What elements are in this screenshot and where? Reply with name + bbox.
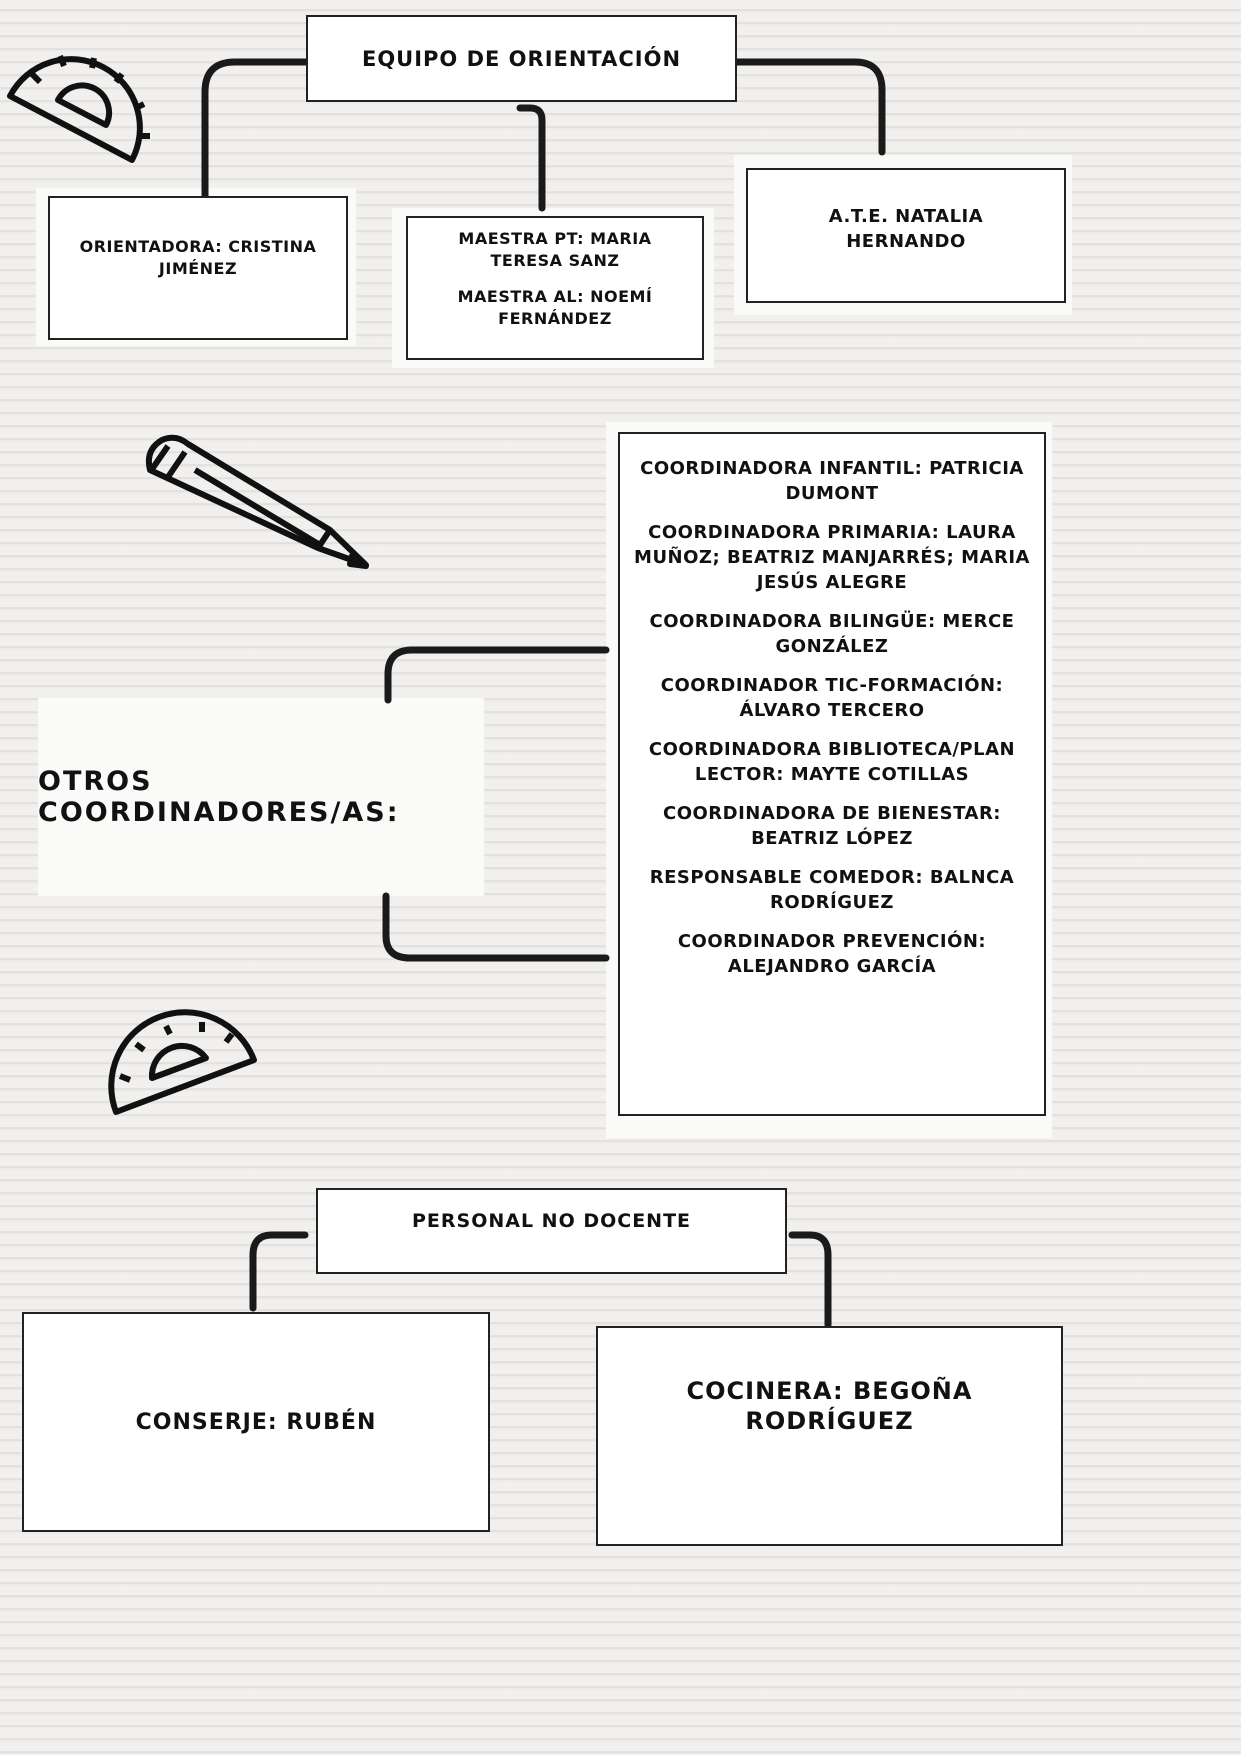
teacher-pt-text: MAESTRA PT: MARIA TERESA SANZ (458, 229, 652, 270)
pencil-icon (149, 438, 366, 566)
coordinator-item: COORDINADORA DE BIENESTAR: BEATRIZ LÓPEZ (662, 803, 1002, 849)
coordinator-item: RESPONSABLE COMEDOR: BALNCA RODRÍGUEZ (649, 867, 1015, 913)
orientation-title-box (306, 15, 737, 102)
counselor-box (48, 196, 348, 340)
coordinator-item: COORDINADORA PRIMARIA: LAURA MUÑOZ; BEATRIZ MANJARRÉS; MARIA JESÚS ALEGRE (634, 522, 1030, 593)
coordinator-item: COORDINADORA BIBLIOTECA/PLAN LECTOR: MAYTE COTILLAS (648, 739, 1016, 785)
orientation-title: EQUIPO DE ORIENTACIÓN (361, 46, 682, 71)
cook-box (596, 1326, 1063, 1546)
counselor-text: ORIENTADORA: CRISTINA JIMÉNEZ (79, 237, 317, 278)
coordinator-item: COORDINADORA INFANTIL: PATRICIA DUMONT (640, 458, 1024, 504)
coordinators-box (618, 432, 1046, 1116)
caretaker-box (22, 1312, 490, 1532)
ate-box (746, 168, 1066, 303)
coordinator-item: COORDINADOR PREVENCIÓN: ALEJANDRO GARCÍA (677, 931, 987, 977)
caretaker-text: CONSERJE: RUBÉN (135, 1409, 377, 1435)
staff-title-box (316, 1188, 787, 1274)
staff-title: PERSONAL NO DOCENTE (411, 1210, 692, 1232)
ate-text: A.T.E. NATALIA HERNANDO (828, 206, 984, 252)
cook-text: COCINERA: BEGOÑA RODRÍGUEZ (686, 1377, 973, 1435)
protractor-icon (10, 56, 150, 160)
teachers-box (406, 216, 704, 360)
coordinators-label: OTROS COORDINADORES/AS: (38, 766, 400, 828)
protractor-icon (111, 1012, 254, 1112)
teacher-al-text: MAESTRA AL: NOEMÍ FERNÁNDEZ (457, 287, 653, 328)
coordinator-item: COORDINADORA BILINGÜE: MERCE GONZÁLEZ (649, 611, 1015, 657)
coordinator-item: COORDINADOR TIC-FORMACIÓN: ÁLVARO TERCERO (660, 675, 1004, 721)
